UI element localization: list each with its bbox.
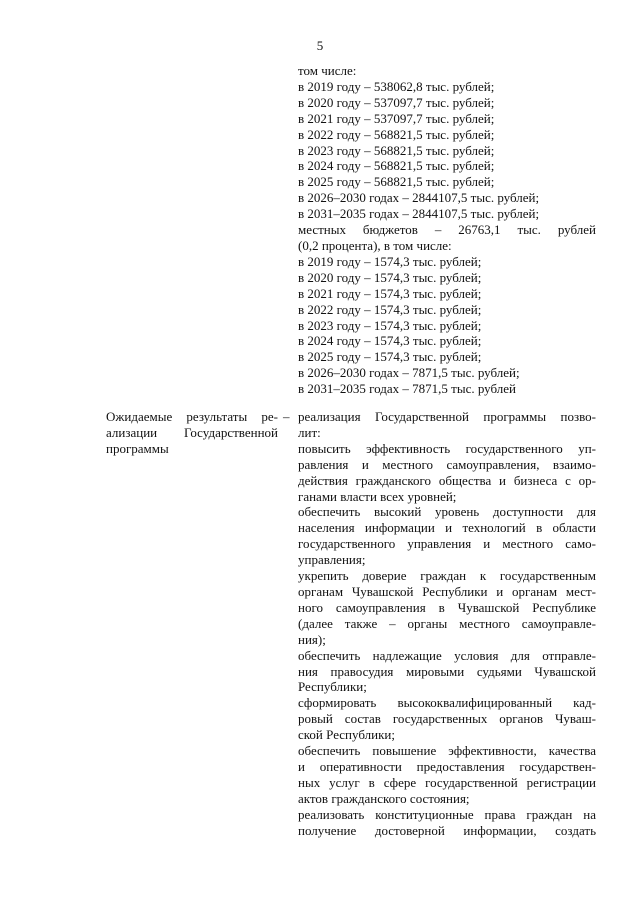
results-line: обеспечить высокий уровень доступности для	[298, 504, 596, 520]
financing-line: в 2026–2030 годах – 2844107,5 тыс. рублей;	[298, 190, 540, 206]
financing-line: в 2031–2035 годах – 2844107,5 тыс. рублей;	[298, 206, 540, 222]
results-line: и оперативности предоставления государствен-	[298, 758, 596, 774]
results-line: ных услуг в сфере государственной регистрации	[298, 774, 596, 790]
results-line: обеспечить повышение эффективности, качества	[298, 743, 596, 759]
results-label	[106, 409, 278, 457]
results-line: ного самоуправления в Чувашской Республике	[298, 599, 596, 615]
results-line: повысить эффективность государственного уп-	[298, 440, 596, 456]
results-line: Республики;	[298, 679, 367, 695]
results-line: (далее также – органы местного самоуправле-	[298, 615, 596, 631]
financing-line: в 2019 году – 1574,3 тыс. рублей;	[298, 253, 482, 269]
results-line: реализовать конституционные права граждан на	[298, 806, 596, 822]
financing-line: в 2031–2035 годах – 7871,5 тыс. рублей	[298, 381, 517, 397]
results-line: равления и местного самоуправления, взаимо-	[298, 456, 596, 472]
financing-line: в 2019 году – 538062,8 тыс. рублей;	[298, 78, 495, 94]
results-line: действия гражданского общества и бизнеса с ор-	[298, 472, 596, 488]
financing-line: в 2023 году – 568821,5 тыс. рублей;	[298, 142, 495, 158]
results-line: управления;	[298, 552, 366, 568]
results-line: сформировать высококвалифицированный кад-	[298, 695, 596, 711]
results-line: реализация Государственной программы позво-	[298, 409, 596, 424]
results-line: укрепить доверие граждан к государственным	[298, 568, 596, 584]
results-line: получение достоверной информации, создать	[298, 822, 596, 838]
financing-line: в 2026–2030 годах – 7871,5 тыс. рублей;	[298, 365, 520, 381]
results-line: актов гражданского состояния;	[298, 790, 470, 806]
financing-line: местных бюджетов – 26763,1 тыс. рублей	[298, 222, 596, 238]
results-line: лит:	[298, 424, 321, 440]
financing-line: в 2022 году – 1574,3 тыс. рублей;	[298, 301, 482, 317]
financing-line: в 2024 году – 1574,3 тыс. рублей;	[298, 333, 482, 349]
page-number: 5	[316, 38, 324, 53]
financing-line: том числе:	[298, 63, 357, 78]
financing-block	[298, 63, 596, 397]
results-line: органам Чувашской Республики и органам мест-	[298, 583, 596, 599]
results-label-line: Ожидаемые результаты ре-	[106, 409, 278, 424]
financing-line: в 2023 году – 1574,3 тыс. рублей;	[298, 317, 482, 333]
financing-line: в 2020 году – 1574,3 тыс. рублей;	[298, 269, 482, 285]
results-line: государственного управления и местного само-	[298, 536, 596, 552]
results-line: ской Республики;	[298, 727, 395, 743]
results-line: обеспечить надлежащие условия для отправле-	[298, 647, 596, 663]
financing-line: в 2021 году – 537097,7 тыс. рублей;	[298, 110, 495, 126]
results-line: ганами власти всех уровней;	[298, 488, 457, 504]
financing-line: в 2021 году – 1574,3 тыс. рублей;	[298, 285, 482, 301]
results-line: населения информации и технологий в области	[298, 520, 596, 536]
results-block	[298, 409, 596, 838]
results-label-line: ализации Государственной	[106, 424, 278, 440]
results-line: ровый состав государственных органов Чуваш-	[298, 711, 596, 727]
financing-line: в 2025 году – 568821,5 тыс. рублей;	[298, 174, 495, 190]
financing-line: (0,2 процента), в том числе:	[298, 237, 452, 253]
results-label-line: программы	[106, 440, 169, 456]
financing-line: в 2022 году – 568821,5 тыс. рублей;	[298, 126, 495, 142]
label-dash: –	[283, 409, 290, 424]
results-line: ния правосудия мировыми судьями Чувашской	[298, 663, 596, 679]
financing-line: в 2024 году – 568821,5 тыс. рублей;	[298, 158, 495, 174]
financing-line: в 2025 году – 1574,3 тыс. рублей;	[298, 349, 482, 365]
results-line: ния);	[298, 631, 326, 647]
financing-line: в 2020 году – 537097,7 тыс. рублей;	[298, 94, 495, 110]
